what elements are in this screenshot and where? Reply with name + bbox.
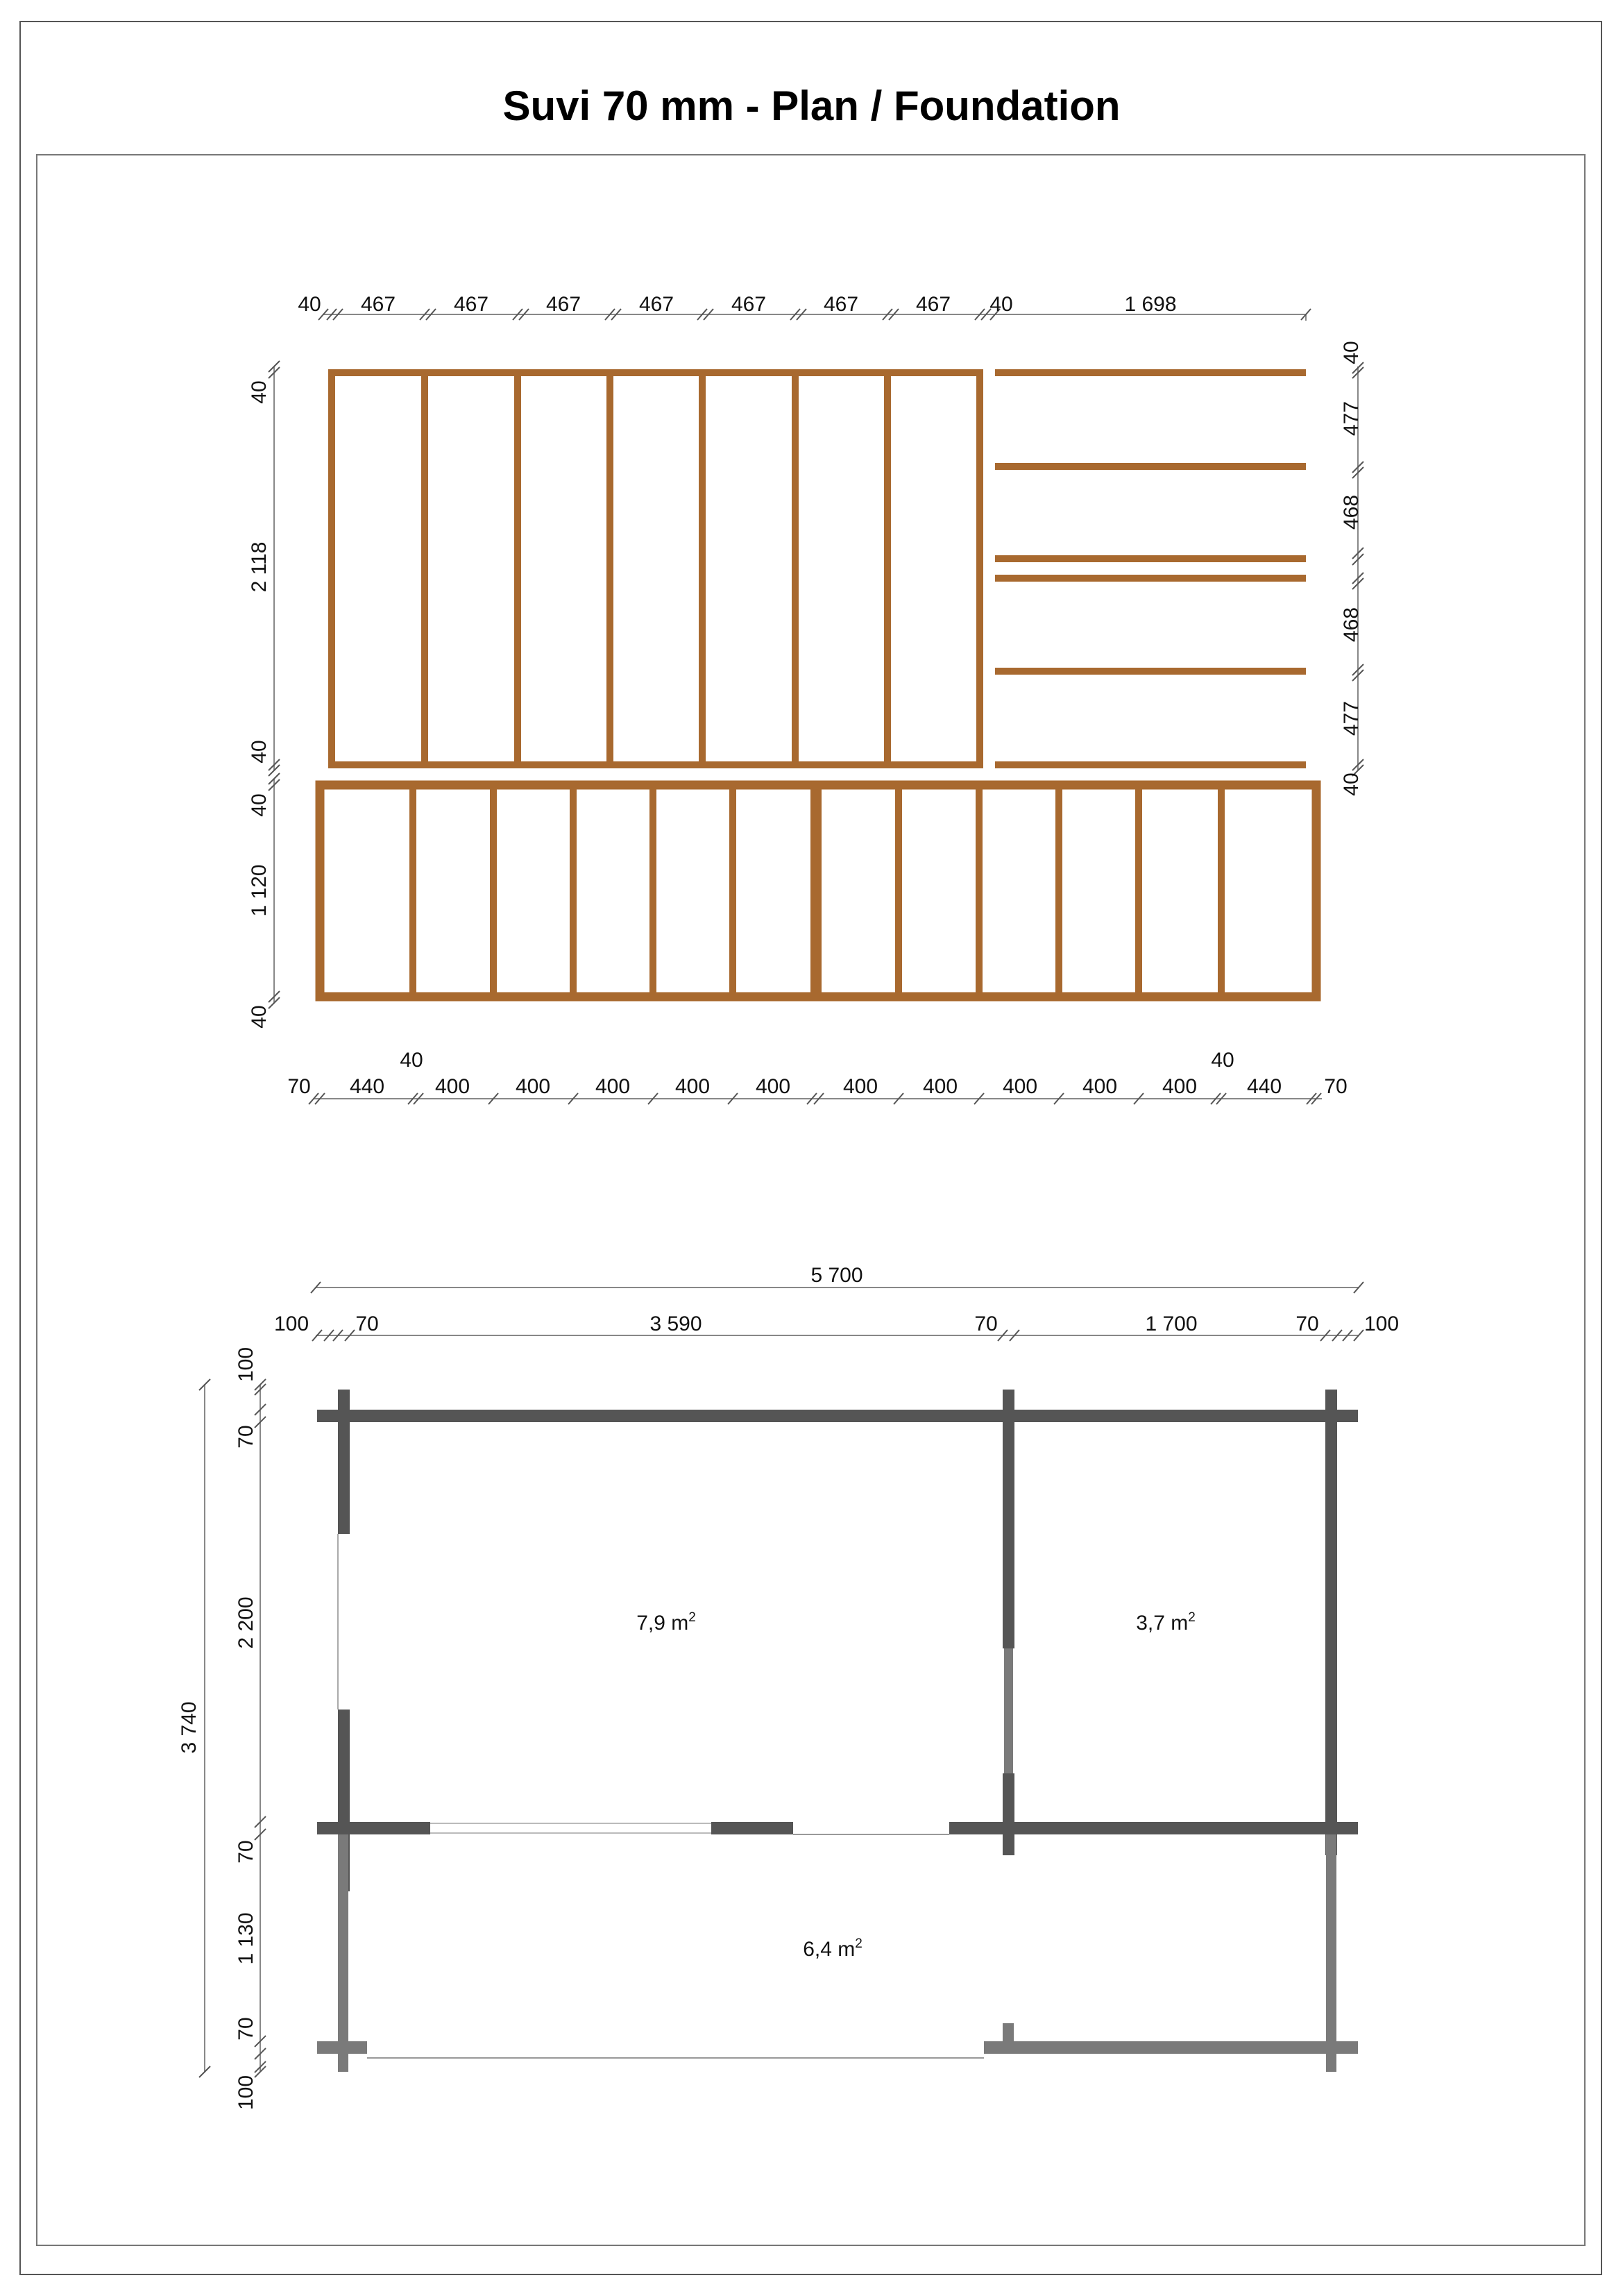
dim-label: 440	[1246, 1075, 1282, 1098]
room-area-1: 7,9 $m^2$	[636, 1610, 696, 1635]
dim-label: 400	[755, 1075, 791, 1098]
dim-label: 2 200	[235, 1596, 257, 1649]
dim-label: 2 118	[248, 541, 271, 593]
dim-label: 70	[235, 1840, 257, 1864]
dim-label: 100	[235, 1347, 257, 1383]
foundation-upper-grid	[332, 373, 980, 765]
wall-partition-lower	[1003, 1773, 1014, 1855]
dim-label: 467	[360, 293, 396, 316]
dim-label: 70	[1324, 1075, 1348, 1098]
foundation-left-dimensions	[248, 380, 271, 1028]
floor-plan-dimension-lines	[205, 1288, 1359, 2072]
dim-label: 70	[1295, 1312, 1319, 1335]
wall-left-lower	[338, 1834, 348, 2072]
foundation-bottom-dimensions	[287, 1049, 1347, 1098]
dim-label: 477	[1340, 400, 1363, 437]
dim-label: 467	[915, 293, 951, 316]
dim-label: 70	[287, 1075, 311, 1098]
wall-right-upper	[1325, 1390, 1337, 1855]
wall-left-upper	[338, 1390, 350, 1534]
dim-label: 400	[922, 1075, 958, 1098]
wall-top	[317, 1410, 1358, 1422]
foundation-right-beams	[995, 373, 1306, 765]
dim-label: 100	[235, 2075, 257, 2111]
dim-label: 70	[355, 1312, 379, 1335]
floor-plan-top-dimensions	[274, 1264, 1399, 1335]
wall-right-lower	[1326, 1834, 1336, 2072]
dim-label: 400	[434, 1075, 470, 1098]
dim-label: 400	[842, 1075, 878, 1098]
dim-label: 467	[545, 293, 581, 316]
dim-label: 40	[1211, 1049, 1234, 1072]
dim-label: 40	[248, 793, 271, 817]
dim-label: 40	[1340, 341, 1363, 364]
dim-label: 100	[273, 1312, 309, 1335]
dim-label: 40	[400, 1049, 423, 1072]
dim-label: 467	[453, 293, 489, 316]
dim-label: 400	[1082, 1075, 1118, 1098]
foundation-top-dimensions	[298, 293, 1176, 316]
dim-label: 40	[989, 293, 1013, 316]
dim-label: 467	[638, 293, 674, 316]
foundation-plan	[248, 293, 1363, 1104]
dim-label: 3 590	[649, 1312, 702, 1335]
dim-label: 40	[298, 293, 321, 316]
dim-label: 400	[1002, 1075, 1038, 1098]
dim-label: 477	[1340, 700, 1363, 736]
wall-partition-upper	[1003, 1390, 1014, 1648]
dim-label: 467	[823, 293, 859, 316]
door-partition	[1004, 1648, 1013, 1773]
dim-label: 400	[1162, 1075, 1198, 1098]
floor-plan	[178, 1264, 1399, 2110]
dim-label: 440	[349, 1075, 385, 1098]
room-labels	[636, 1610, 1196, 1961]
wall-middle-center	[711, 1822, 793, 1834]
post-bottom	[1003, 2023, 1014, 2054]
dim-label: 70	[974, 1312, 998, 1335]
dim-overall-width: 5 700	[810, 1264, 863, 1287]
floor-plan-walls	[317, 1390, 1358, 2072]
dim-label: 468	[1340, 494, 1363, 530]
dim-label: 1 120	[248, 864, 271, 917]
wall-bottom-right	[984, 2041, 1358, 2054]
dim-label: 40	[248, 740, 271, 763]
dim-label: 1 700	[1145, 1312, 1198, 1335]
page-title: Suvi 70 mm - Plan / Foundation	[502, 83, 1121, 129]
foundation-upper-frame	[332, 373, 980, 765]
dim-label: 70	[235, 1425, 257, 1449]
foundation-right-dimensions	[1340, 341, 1363, 795]
dim-label: 100	[1363, 1312, 1400, 1335]
floor-plan-dimension-ticks	[199, 1282, 1363, 2077]
dim-label: 1 130	[235, 1912, 257, 1965]
room-area-2: 3,7 $m^2$	[1136, 1610, 1196, 1635]
wall-middle-left	[317, 1822, 430, 1834]
wall-middle-right	[949, 1822, 1358, 1834]
dim-label: 70	[235, 2017, 257, 2041]
floor-plan-left-dimensions	[178, 1347, 257, 2110]
wall-bottom-left	[317, 2041, 367, 2054]
dim-label: 468	[1340, 607, 1363, 643]
dim-label: 400	[515, 1075, 551, 1098]
dim-label: 40	[248, 1005, 271, 1029]
dim-label: 400	[595, 1075, 631, 1098]
dim-label: 40	[248, 380, 271, 404]
dim-label: 1 698	[1124, 293, 1177, 316]
room-area-3: 6,4 $m^2$	[803, 1936, 863, 1961]
foundation-lower-grid	[320, 785, 1316, 997]
dim-overall-height: 3 740	[178, 1701, 201, 1754]
dim-label: 467	[731, 293, 767, 316]
dim-label: 400	[674, 1075, 711, 1098]
dim-label: 40	[1340, 773, 1363, 796]
